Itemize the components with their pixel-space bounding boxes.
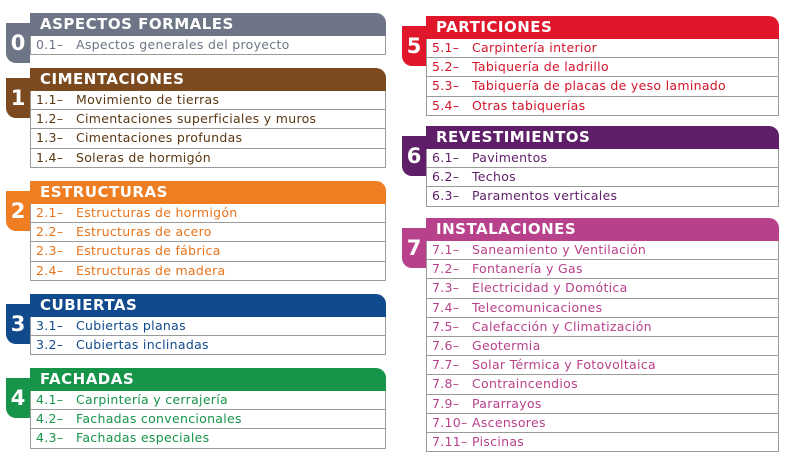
item-label: Ascensores xyxy=(472,414,546,430)
section-title: FACHADAS xyxy=(30,368,386,391)
item-number: 7.2– xyxy=(432,261,460,277)
list-item xyxy=(427,318,778,337)
item-number: 2.1– xyxy=(36,205,64,220)
list-item xyxy=(427,149,778,168)
item-number: 2.4– xyxy=(36,262,64,278)
list-item xyxy=(31,110,385,129)
item-number: 7.6– xyxy=(432,337,460,353)
list-item xyxy=(31,149,385,168)
section-item-list xyxy=(30,36,386,55)
item-label: Cimentaciones superficiales y muros xyxy=(76,111,317,127)
list-item xyxy=(427,356,778,375)
list-item xyxy=(427,187,778,206)
list-item xyxy=(427,241,778,260)
section-number-badge: 5 xyxy=(402,26,426,66)
item-number: 7.4– xyxy=(432,299,460,315)
item-label: Estructuras de fábrica xyxy=(76,243,221,259)
list-item xyxy=(31,129,385,148)
item-label: Telecomunicaciones xyxy=(472,299,603,315)
list-item xyxy=(427,77,778,96)
item-number: 1.1– xyxy=(36,92,64,107)
list-item xyxy=(427,97,778,116)
item-label: Pavimentos xyxy=(472,150,548,165)
item-label: Pararrayos xyxy=(472,395,542,411)
list-item xyxy=(31,317,385,336)
item-number: 6.3– xyxy=(432,188,460,204)
list-item xyxy=(427,395,778,414)
list-item xyxy=(427,414,778,433)
section-title: INSTALACIONES xyxy=(426,218,779,241)
item-number: 2.3– xyxy=(36,243,64,259)
item-label: Movimiento de tierras xyxy=(76,92,220,107)
list-item xyxy=(427,58,778,77)
item-number: 2.2– xyxy=(36,224,64,240)
section-title: ASPECTOS FORMALES xyxy=(30,13,386,36)
item-label: Contraincendios xyxy=(472,376,578,392)
section-number-badge: 1 xyxy=(6,78,30,118)
item-label: Estructuras de hormigón xyxy=(76,205,238,220)
item-number: 1.2– xyxy=(36,111,64,127)
list-item xyxy=(31,204,385,223)
item-number: 3.2– xyxy=(36,337,64,353)
section-title: PARTICIONES xyxy=(426,16,779,39)
item-number: 5.2– xyxy=(432,59,460,75)
section-item-list xyxy=(30,391,386,449)
list-item xyxy=(31,410,385,429)
item-label: Cubiertas inclinadas xyxy=(76,337,209,353)
item-label: Estructuras de acero xyxy=(76,224,212,240)
item-number: 0.1– xyxy=(36,37,64,52)
item-label: Tabiquería de ladrillo xyxy=(472,59,609,75)
list-item xyxy=(427,337,778,356)
item-number: 7.5– xyxy=(432,318,460,334)
item-label: Estructuras de madera xyxy=(76,262,226,278)
item-label: Geotermia xyxy=(472,337,541,353)
section-number-badge: 2 xyxy=(6,191,30,231)
section-item-list xyxy=(30,204,386,281)
item-number: 3.1– xyxy=(36,318,64,333)
section-title: CIMENTACIONES xyxy=(30,68,386,91)
list-item xyxy=(31,223,385,242)
section-number-badge: 6 xyxy=(402,136,426,176)
item-label: Soleras de hormigón xyxy=(76,149,211,165)
item-label: Solar Térmica y Fotovoltaica xyxy=(472,357,656,373)
list-item xyxy=(427,168,778,187)
item-label: Fachadas especiales xyxy=(76,430,210,446)
list-item xyxy=(31,36,385,55)
list-item xyxy=(427,260,778,279)
list-item xyxy=(31,262,385,281)
item-label: Carpintería interior xyxy=(472,40,598,55)
section-title: CUBIERTAS xyxy=(30,294,386,317)
item-number: 5.1– xyxy=(432,40,460,55)
item-label: Fontanería y Gas xyxy=(472,261,583,277)
section-item-list xyxy=(426,149,779,207)
item-number: 6.1– xyxy=(432,150,460,165)
item-label: Calefacción y Climatización xyxy=(472,318,652,334)
list-item xyxy=(31,242,385,261)
list-item xyxy=(31,336,385,355)
item-number: 1.3– xyxy=(36,130,64,146)
item-number: 5.3– xyxy=(432,78,460,94)
item-label: Tabiquería de placas de yeso laminado xyxy=(472,78,726,94)
list-item xyxy=(427,39,778,58)
list-item xyxy=(427,299,778,318)
item-label: Otras tabiquerías xyxy=(472,97,586,113)
list-item xyxy=(427,279,778,298)
list-item xyxy=(31,429,385,448)
section-title: REVESTIMIENTOS xyxy=(426,126,779,149)
item-number: 7.9– xyxy=(432,395,460,411)
list-item xyxy=(427,375,778,394)
item-label: Paramentos verticales xyxy=(472,188,618,204)
item-number: 7.11– xyxy=(432,433,468,449)
item-number: 5.4– xyxy=(432,97,460,113)
item-label: Electricidad y Domótica xyxy=(472,280,628,296)
section-number-badge: 3 xyxy=(6,304,30,344)
item-number: 7.1– xyxy=(432,242,460,257)
item-number: 7.7– xyxy=(432,357,460,373)
section-item-list xyxy=(426,241,779,452)
section-number-badge: 4 xyxy=(6,378,30,418)
item-number: 7.10– xyxy=(432,414,468,430)
item-label: Piscinas xyxy=(472,433,525,449)
section-number-badge: 0 xyxy=(6,23,30,63)
item-label: Techos xyxy=(472,169,516,185)
item-label: Fachadas convencionales xyxy=(76,411,242,427)
section-number-badge: 7 xyxy=(402,228,426,268)
item-label: Aspectos generales del proyecto xyxy=(76,37,290,52)
item-number: 7.8– xyxy=(432,376,460,392)
item-number: 4.1– xyxy=(36,392,64,407)
item-number: 4.3– xyxy=(36,430,64,446)
item-label: Cubiertas planas xyxy=(76,318,186,333)
section-title: ESTRUCTURAS xyxy=(30,181,386,204)
item-number: 4.2– xyxy=(36,411,64,427)
item-label: Cimentaciones profundas xyxy=(76,130,243,146)
item-label: Carpintería y cerrajería xyxy=(76,392,228,407)
list-item xyxy=(31,91,385,110)
list-item xyxy=(31,391,385,410)
section-item-list xyxy=(426,39,779,116)
list-item xyxy=(427,433,778,452)
item-label: Saneamiento y Ventilación xyxy=(472,242,647,257)
item-number: 6.2– xyxy=(432,169,460,185)
section-item-list xyxy=(30,91,386,168)
item-number: 1.4– xyxy=(36,149,64,165)
item-number: 7.3– xyxy=(432,280,460,296)
section-item-list xyxy=(30,317,386,355)
